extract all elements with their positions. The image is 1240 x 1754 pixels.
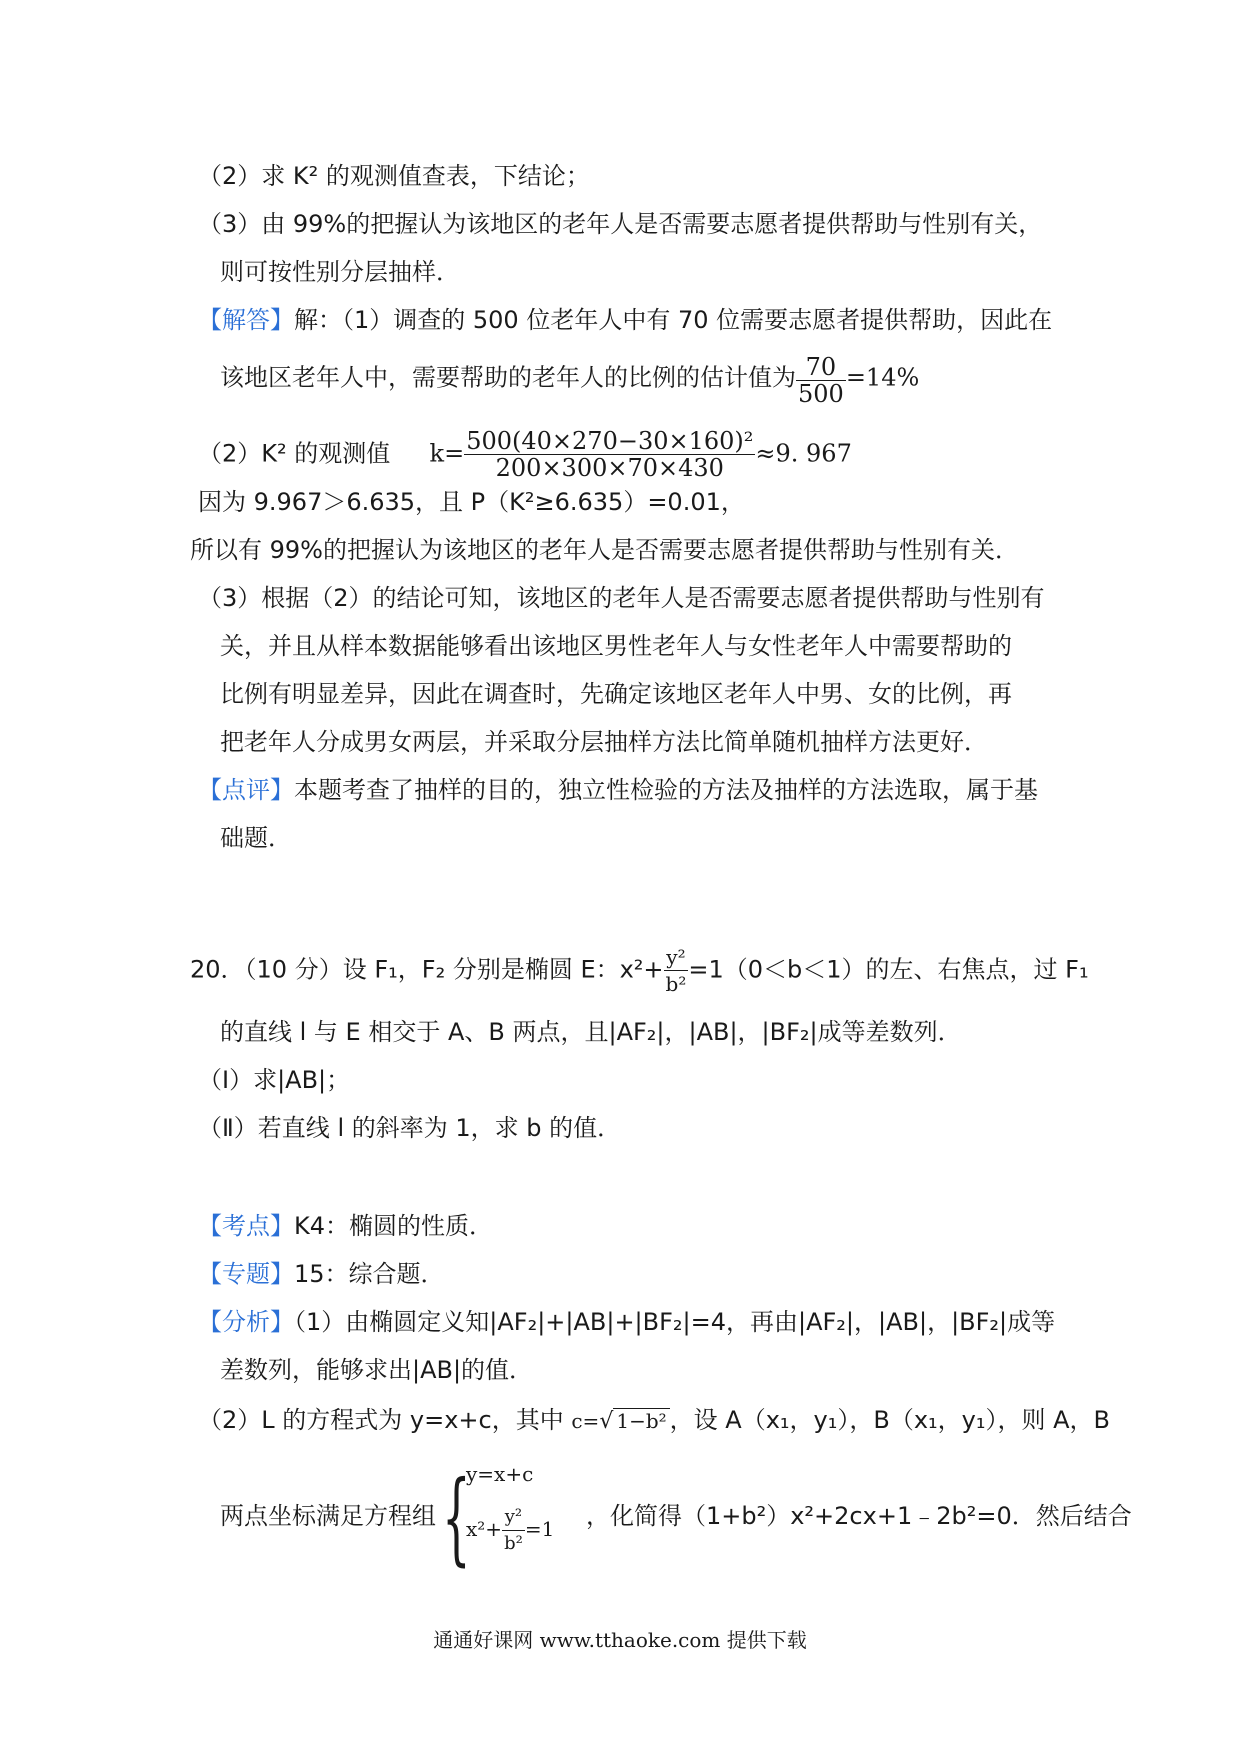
answer-line1 — [198, 304, 1052, 336]
review-line1 — [198, 774, 1038, 806]
sqrt-sign-icon: √ — [599, 1409, 614, 1434]
part3-solution-4: 把老年人分成男女两层，并采取分层抽样方法比简单随机抽样方法更好． — [220, 728, 988, 756]
review-line2: 础题． — [220, 824, 292, 852]
c-eq: c= — [571, 1409, 600, 1433]
fenxi-text-3b: ，设 A（x₁，y₁），B（x₁，y₁），则 A，B — [669, 1406, 1110, 1434]
q20-line2: 的直线 l 与 E 相交于 A、B 两点，且|AF₂|，|AB|，|BF₂|成等差数列． — [220, 1018, 962, 1046]
sqrt-radicand: 1−b² — [613, 1408, 669, 1433]
answer-text: 解：（1）调查的 500 位老年人中有 70 位需要志愿者提供帮助，因此在 — [294, 306, 1053, 334]
system-eq2: x²+ $\frac{\text{y²}}{\text{b²}}$ =1 — [466, 1504, 554, 1557]
q20-part1: （Ⅰ）求|AB|； — [198, 1066, 351, 1094]
fenxi-tag: 【分析】 — [198, 1308, 294, 1336]
k-result: ≈9. 967 — [755, 439, 852, 468]
answer-line2 — [220, 352, 920, 408]
zhuanti-line — [198, 1258, 445, 1290]
zhuanti-tag: 【专题】 — [198, 1260, 294, 1288]
part3-solution-2: 关，并且从样本数据能够看出该地区男性老年人与女性老年人中需要帮助的 — [220, 632, 1012, 660]
fenxi-text-3a: （2）L 的方程式为 y=x+c，其中 — [198, 1406, 572, 1434]
fenxi-text-1: （1）由椭圆定义知|AF₂|+|AB|+|BF₂|=4，再由|AF₂|，|AB|，|BF₂|成等 — [294, 1308, 1056, 1336]
review-tag: 【点评】 — [198, 776, 294, 804]
k-label: （2）K² 的观测值 — [198, 439, 391, 468]
q19-part3-line2: 则可按性别分层抽样． — [220, 258, 460, 286]
k-observed-line — [198, 428, 852, 481]
zhuanti-text: 15：综合题． — [294, 1260, 445, 1288]
answer-text-2: 该地区老年人中，需要帮助的老年人的比例的估计值为 — [220, 363, 796, 392]
page-footer: 通通好课网 www.tthaoke.com 提供下载 — [433, 1628, 807, 1652]
q20-head — [190, 944, 1089, 997]
review-text: 本题考查了抽样的目的，独立性检验的方法及抽样的方法选取，属于基 — [294, 776, 1038, 804]
conclusion-line: 所以有 99%的把握认为该地区的老年人是否需要志愿者提供帮助与性别有关． — [190, 536, 1019, 564]
part3-solution-1: （3）根据（2）的结论可知，该地区的老年人是否需要志愿者提供帮助与性别有 — [198, 584, 1045, 612]
because-line: 因为 9.967＞6.635，且 P（K²≥6.635）=0.01， — [198, 488, 745, 516]
k-eq: k= — [429, 439, 465, 468]
q19-part3-line1: （3）由 99%的把握认为该地区的老年人是否需要志愿者提供帮助与性别有关， — [198, 210, 1043, 238]
system-eq1: y=x+c — [466, 1462, 534, 1486]
system-intro: 两点坐标满足方程组 — [220, 1502, 436, 1530]
kaodian-tag: 【考点】 — [198, 1212, 294, 1240]
fenxi-line1 — [198, 1306, 1055, 1338]
q19-part2: （2）求 K² 的观测值查表，下结论； — [198, 162, 590, 190]
system-eq2-fraction: $\frac{\text{y²}}{\text{b²}}$ — [504, 1506, 523, 1554]
percent-result: =14% — [845, 363, 920, 392]
part3-solution-3: 比例有明显差异，因此在调查时，先确定该地区老年人中男、女的比例，再 — [220, 680, 1012, 708]
k-fraction: $\frac{\text{500(40×270−30×160)²}}{200\times 300\times 70\times 430}$ — [466, 427, 754, 482]
q20-head-text: 20．（10 分）设 F₁，F₂ 分别是椭圆 E：x²+ — [190, 955, 664, 984]
q20-part2: （Ⅱ）若直线 l 的斜率为 1，求 b 的值． — [198, 1114, 622, 1142]
q20-head-tail: =1（0＜b＜1）的左、右焦点，过 F₁ — [688, 955, 1089, 984]
fenxi-line2: 差数列，能够求出|AB|的值． — [220, 1356, 534, 1384]
answer-tag: 【解答】 — [198, 306, 294, 334]
fenxi-line3 — [198, 1404, 1110, 1438]
fraction-70-500: $\frac{70}{500}$ — [798, 353, 844, 408]
simplify-line: ，化简得（1+b²）x²+2cx+1﹣2b²=0．然后结合 — [586, 1502, 1132, 1530]
kaodian-text: K4：椭圆的性质． — [294, 1212, 494, 1240]
ellipse-fraction: $\frac{\text{y²}}{\text{b²}}$ — [665, 945, 687, 996]
left-brace-icon: { — [442, 1459, 471, 1576]
kaodian-line — [198, 1210, 493, 1242]
